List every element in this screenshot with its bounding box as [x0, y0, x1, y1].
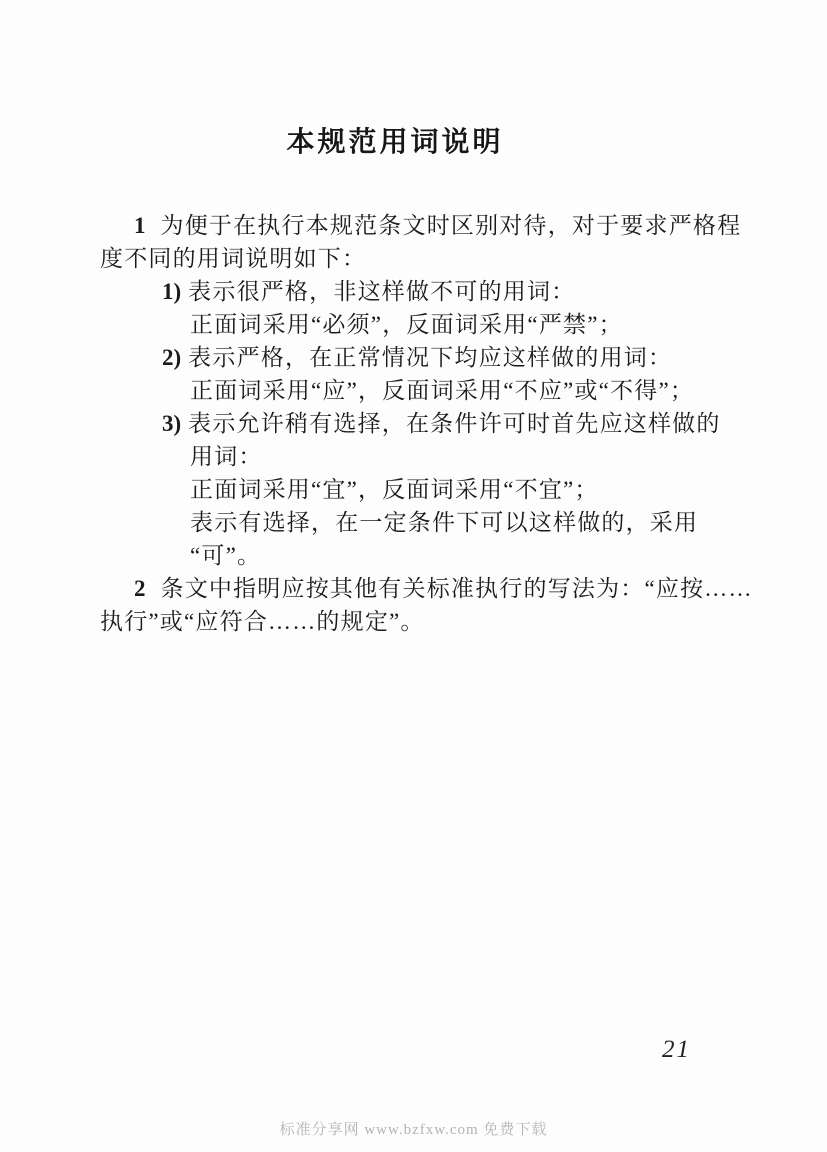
text-line: [100, 440, 750, 473]
text-line: [100, 374, 750, 407]
text-line: [100, 506, 750, 539]
line-text: 执行”或“应符合……的规定”。: [100, 609, 425, 634]
page-title: 本规范用词说明: [286, 127, 504, 158]
line-text: 表示严格，在正常情况下均应这样做的用词：: [188, 345, 673, 370]
line-text: 表示有选择，在一定条件下可以这样做的，采用: [190, 510, 699, 535]
line-text: 条文中指明应按其他有关标准执行的写法为：“应按……: [160, 576, 753, 601]
line-text: 正面词采用“必须”，反面词采用“严禁”；: [190, 312, 623, 337]
text-line: [100, 407, 750, 440]
text-line: [100, 341, 750, 374]
list-marker: 1): [162, 279, 182, 304]
line-text: 正面词采用“应”，反面词采用“不应”或“不得”；: [190, 378, 695, 403]
list-marker: 3): [162, 411, 182, 436]
document-body: [100, 209, 753, 638]
text-line: [100, 605, 750, 638]
text-line: [100, 275, 750, 308]
text-line: [100, 308, 750, 341]
line-text: “可”。: [190, 543, 262, 568]
line-text: 为便于在执行本规范条文时区别对待，对于要求严格程: [160, 213, 742, 238]
line-text: 表示允许稍有选择，在条件许可时首先应这样做的: [188, 411, 721, 436]
line-text: 用词：: [190, 444, 263, 469]
text-line: [100, 473, 750, 506]
clause-number: 1: [134, 213, 146, 238]
line-text: 正面词采用“宜”，反面词采用“不宜”；: [190, 477, 599, 502]
text-line: [100, 572, 753, 605]
line-text: 度不同的用词说明如下：: [100, 246, 367, 271]
watermark: 标准分享网 www.bzfxw.com 免费下载: [279, 1122, 548, 1138]
text-line: [100, 209, 750, 242]
text-line: [100, 539, 750, 572]
text-line: [100, 242, 750, 275]
clause-number: 2: [134, 576, 146, 601]
page-number: 21: [662, 1036, 691, 1063]
list-marker: 2): [162, 345, 182, 370]
line-text: 表示很严格，非这样做不可的用词：: [188, 279, 576, 304]
